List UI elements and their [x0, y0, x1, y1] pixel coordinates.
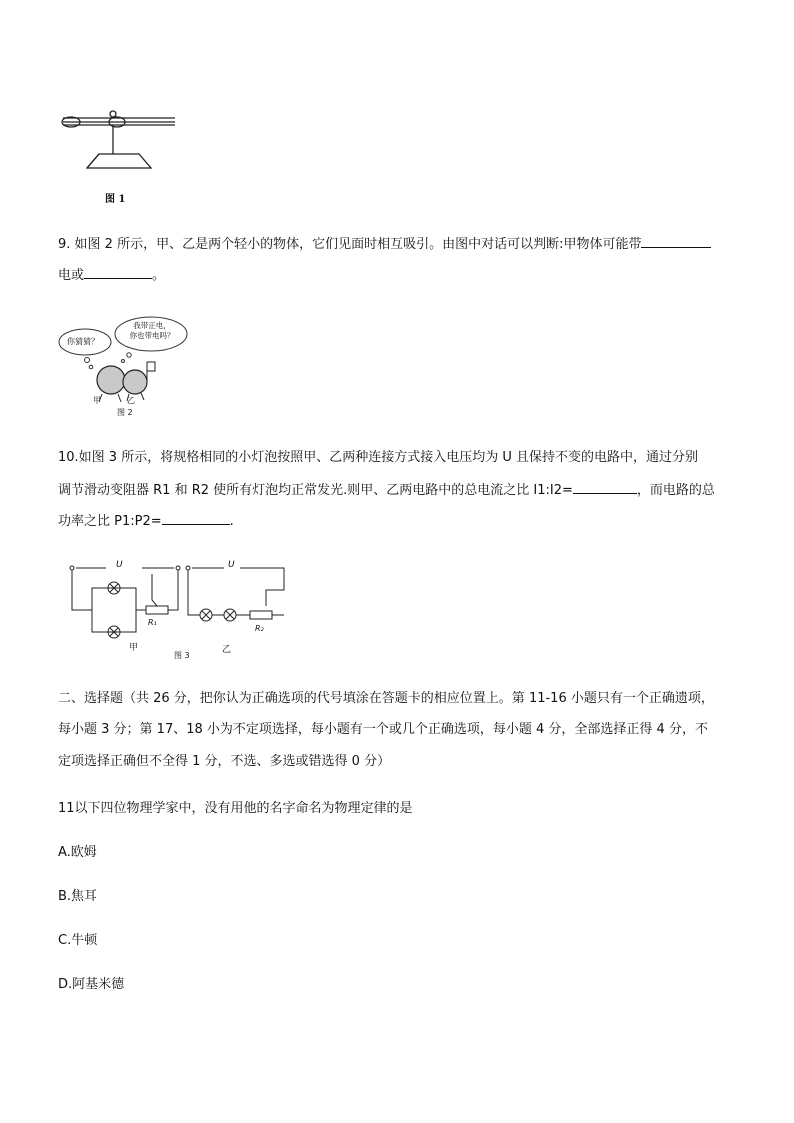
figure-2-label-jia: 甲 [93, 396, 101, 405]
option-b[interactable]: B.焦耳 [58, 889, 98, 904]
figure-2-caption: 图 2 [117, 408, 133, 417]
question-10-line-1: 10.如图 3 所示，将规格相同的小灯泡按照甲、乙两种连接方式接入电压均为 U 且保持不变的电路中，通过分别 [58, 450, 698, 465]
answer-blank[interactable] [573, 479, 637, 494]
question-11-stem: 11以下四位物理学家中，没有用他的名字命名为物理定律的是 [58, 801, 413, 816]
answer-blank[interactable] [162, 510, 230, 525]
question-10-text-2a: 调节滑动变阻器 R1 和 R2 使所有灯泡均正常发光.则甲、乙两电路中的总电流之比 I1:I2= [58, 483, 573, 498]
bubble-left-text: 你猜猜？ [67, 337, 99, 346]
question-10-text-3b: . [229, 514, 234, 529]
figure-3-u-right: U [228, 560, 235, 570]
section-2-line-2: 每小题 3 分；第 17、18 小为不定项选择，每小题有一个或几个正确选项，每小题 4 分，全部选择正得 4 分，不 [58, 722, 708, 737]
option-a[interactable]: A.欧姆 [58, 845, 97, 860]
section-2-line-3: 定项选择正确但不全得 1 分，不选、多选或错选得 0 分） [58, 754, 391, 769]
figure-2-label-yi: 乙 [127, 396, 135, 405]
question-9-line-2 [58, 264, 165, 285]
figure-1-caption: 图 1 [105, 194, 126, 205]
question-10-text-2b: ，而电路的总 [636, 483, 715, 498]
question-9-end: 。 [152, 268, 166, 283]
bubble-right-line-1: 我带正电， [133, 321, 171, 330]
answer-blank[interactable] [641, 233, 711, 248]
figure-3-r1: R₁ [148, 618, 157, 627]
figure-3-label-jia: 甲 [129, 643, 139, 653]
section-2-line-1: 二、选择题（共 26 分，把你认为正确选项的代号填涂在答题卡的相应位置上。第 11-16 小题只有一个正确遗项， [58, 691, 714, 706]
figure-2 [55, 312, 195, 420]
question-10-text-3a: 功率之比 P1:P2= [58, 514, 162, 529]
figure-1 [55, 100, 185, 210]
question-10-line-2 [58, 479, 715, 500]
question-9-line-1 [58, 233, 711, 254]
answer-blank[interactable] [84, 264, 152, 279]
figure-3-r2: R₂ [255, 624, 264, 633]
question-9-text-2: 电或 [58, 268, 85, 283]
figure-3-caption: 图 3 [174, 651, 190, 660]
question-10-line-3 [58, 510, 234, 531]
figure-3-u-left: U [116, 560, 123, 570]
bubble-right-line-2: 你也带电吗？ [129, 331, 175, 340]
question-9-text: 9. 如图 2 所示，甲、乙是两个轻小的物体，它们见面时相互吸引。由图中对话可以判断:甲物体可能带 [58, 237, 642, 252]
option-d[interactable]: D.阿基米德 [58, 977, 125, 992]
figure-3 [62, 560, 292, 665]
option-c[interactable]: C.牛顿 [58, 933, 98, 948]
bubble-right-text [127, 321, 177, 341]
figure-3-label-yi: 乙 [222, 645, 232, 655]
